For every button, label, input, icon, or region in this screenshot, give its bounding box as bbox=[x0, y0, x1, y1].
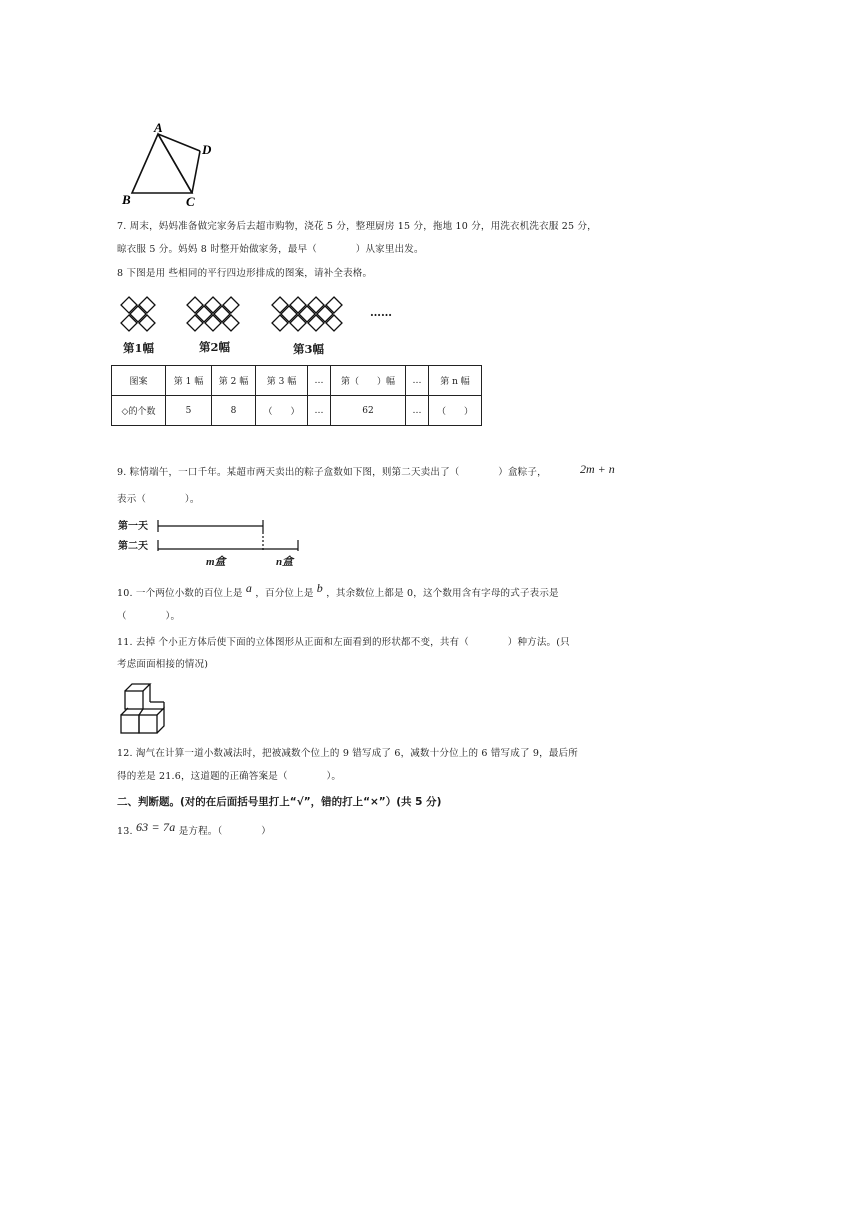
vertex-label-d: D bbox=[202, 142, 212, 157]
table-cell: （ ） bbox=[429, 396, 482, 426]
table-cell: … bbox=[308, 366, 331, 396]
question-9-line-2: 表示（ ）。 bbox=[117, 494, 200, 505]
table-cell: 图案 bbox=[112, 366, 166, 396]
table-cell: 第（ ）幅 bbox=[331, 366, 406, 396]
table-cell: … bbox=[308, 396, 331, 426]
segment-n-label: n盒 bbox=[276, 556, 294, 568]
question-10-line-2: （ ）。 bbox=[117, 611, 181, 622]
table-cell: 第 1 幅 bbox=[166, 366, 212, 396]
diamond-pattern-3 bbox=[271, 296, 349, 338]
question-12-line-2: 得的差是 21.6，这道题的正确答案是（ ）。 bbox=[117, 771, 342, 782]
question-10-line-1 bbox=[117, 581, 559, 601]
question-10-text-part-2: ，百分位上是 bbox=[255, 588, 314, 599]
pattern-caption-1: 第1幅 bbox=[123, 341, 155, 355]
question-13 bbox=[117, 820, 271, 839]
pattern-count-table bbox=[111, 365, 482, 426]
variable-b: b bbox=[316, 581, 323, 595]
question-13-text: 是方程。（ ） bbox=[178, 826, 271, 837]
table-row bbox=[112, 366, 482, 396]
table-cell: 第 2 幅 bbox=[212, 366, 256, 396]
variable-a: a bbox=[245, 581, 253, 595]
table-cell: … bbox=[406, 396, 429, 426]
question-11-line-2: 考虑面面相接的情况) bbox=[117, 659, 209, 670]
table-cell: 5 bbox=[166, 396, 212, 426]
table-row bbox=[112, 396, 482, 426]
pattern-caption-3: 第3幅 bbox=[293, 342, 325, 356]
question-11-line-1: 11. 去掉 个小正方体后使下面的立体图形从正面和左面看到的形状都不变，共有（ ）种方法。(只 bbox=[117, 637, 570, 648]
day-2-label: 第二天 bbox=[118, 541, 148, 552]
vertex-label-a: A bbox=[154, 120, 163, 135]
question-10-text-part-1: 10. 一个两位小数的百位上是 bbox=[117, 588, 243, 599]
table-cell: 第 n 幅 bbox=[429, 366, 482, 396]
question-8-text: 8 下图是用 些相同的平行四边形排成的图案，请补全表格。 bbox=[117, 268, 373, 279]
table-cell: ◇的个数 bbox=[112, 396, 166, 426]
vertex-label-b: B bbox=[122, 192, 131, 207]
quadrilateral-figure bbox=[118, 120, 218, 210]
question-13-expression: 63 = 7a bbox=[135, 820, 176, 834]
day-1-label: 第一天 bbox=[118, 521, 148, 532]
diamond-pattern-1 bbox=[120, 296, 162, 338]
section-2-heading: 二、判断题。(对的在后面括号里打上“√”，错的打上“×”）(共 5 分) bbox=[117, 796, 442, 808]
question-7-line-2: 晾衣服 5 分。妈妈 8 时整开始做家务，最早（ ）从家里出发。 bbox=[117, 244, 424, 255]
cube-stack-figure bbox=[117, 680, 177, 740]
pattern-ellipsis: …… bbox=[370, 306, 392, 319]
diamond-pattern-2 bbox=[186, 296, 246, 338]
table-cell: （ ） bbox=[256, 396, 308, 426]
table-cell: 第 3 幅 bbox=[256, 366, 308, 396]
table-cell: … bbox=[406, 366, 429, 396]
vertex-label-c: C bbox=[186, 194, 195, 209]
pattern-caption-2: 第2幅 bbox=[199, 340, 231, 354]
table-cell: 62 bbox=[331, 396, 406, 426]
question-10-text-part-3: ，其余数位上都是 0，这个数用含有字母的式子表示是 bbox=[326, 588, 559, 599]
segment-diagram bbox=[155, 518, 305, 556]
question-9-expression: 2m + n bbox=[580, 462, 615, 476]
question-13-number: 13. bbox=[117, 826, 133, 837]
table-cell: 8 bbox=[212, 396, 256, 426]
question-9-line-1: 9. 粽情端午，一口千年。某超市两天卖出的粽子盒数如下图，则第二天卖出了（ ）盒粽子， bbox=[117, 467, 547, 478]
segment-m-label: m盒 bbox=[206, 556, 226, 568]
question-12-line-1: 12. 淘气在计算一道小数减法时，把被减数个位上的 9 错写成了 6，减数十分位上的 6 错写成了 9，最后所 bbox=[117, 748, 578, 759]
question-7-line-1: 7. 周末，妈妈准备做完家务后去超市购物，浇花 5 分，整理厨房 15 分，拖地 10 分，用洗衣机洗衣服 25 分， bbox=[117, 221, 597, 232]
